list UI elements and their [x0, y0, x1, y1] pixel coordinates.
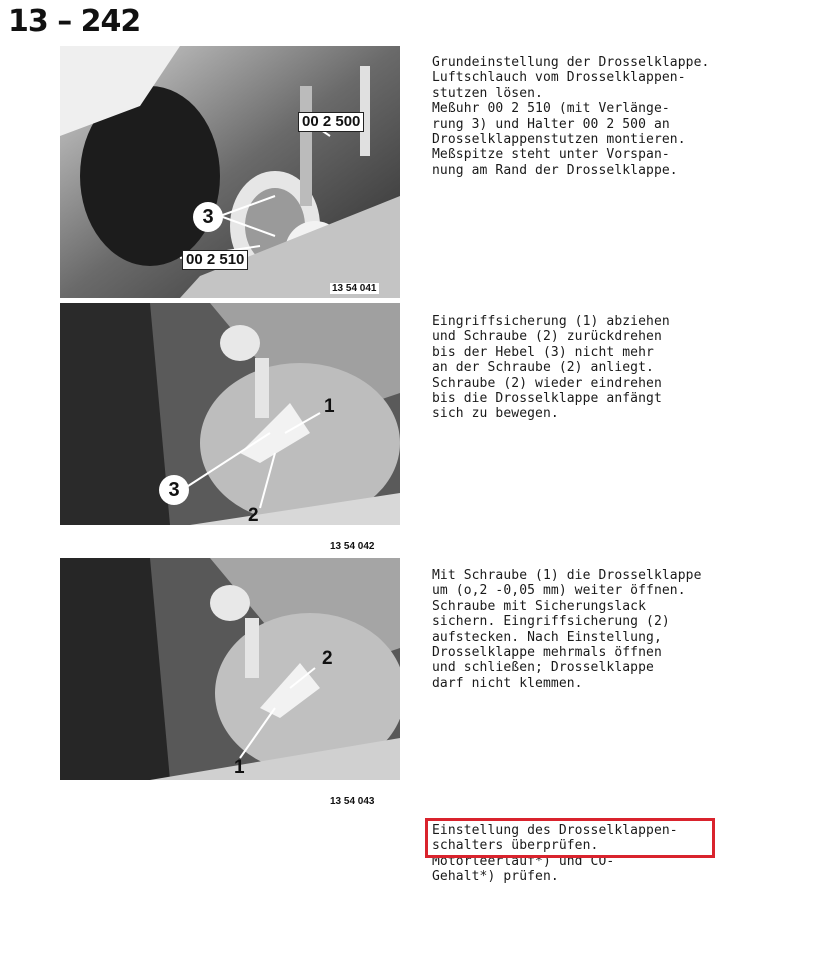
figure-throttle-stop-screw [60, 303, 400, 525]
callout-part-3: 3 [159, 475, 189, 505]
callout-tool-00-2-500: 00 2 500 [298, 112, 364, 132]
callout-part-1: 1 [324, 396, 335, 417]
callout-tool-00-2-510: 00 2 510 [182, 250, 248, 270]
figure-code: 13 54 041 [332, 283, 377, 294]
callout-part-2: 2 [322, 648, 333, 669]
photo-throttle-lever [60, 303, 400, 525]
figure-code: 13 54 042 [330, 541, 375, 552]
page-number: 13 – 242 [8, 4, 141, 39]
photo-throttle-screw [60, 558, 400, 780]
step-text-basic-setting: Grundeinstellung der Drosselklappe. Luftschlauch vom Drosselklappen- stutzen lösen. Meßuhr 00 2 510 (mit Verlänge- rung 3) und Halter 00 2 500 an Drosselklappenstutzen montieren. Meßspitze steht unter Vorspan- nung am Rand der Drosselklappe. [432, 55, 710, 178]
step-text-check-switch: Einstellung des Drosselklappen- schalters überprüfen. Motorleerlauf*) und CO- Gehalt*) prüfen. [432, 823, 678, 885]
callout-part-1: 1 [234, 757, 245, 778]
figure-throttle-open [60, 558, 400, 780]
callout-part-2: 2 [248, 505, 259, 526]
callout-part-3: 3 [193, 202, 223, 232]
step-text-screw-adjust: Eingriffsicherung (1) abziehen und Schraube (2) zurückdrehen bis der Hebel (3) nicht mehr an der Schraube (2) anliegt. Schraube (2) wieder eindrehen bis die Drosselklappe anfängt sich zu bewegen. [432, 314, 670, 422]
highlight-box [425, 818, 715, 858]
step-text-open-throttle: Mit Schraube (1) die Drosselklappe um (o,2 -0,05 mm) weiter öffnen. Schraube mit Sicherungslack sichern. Eingriffsicherung (2) aufstecken. Nach Einstellung, Drosselklappe mehrmals öffnen und schließen; Drosselklappe darf nicht klemmen. [432, 568, 702, 691]
figure-code: 13 54 043 [330, 796, 375, 807]
